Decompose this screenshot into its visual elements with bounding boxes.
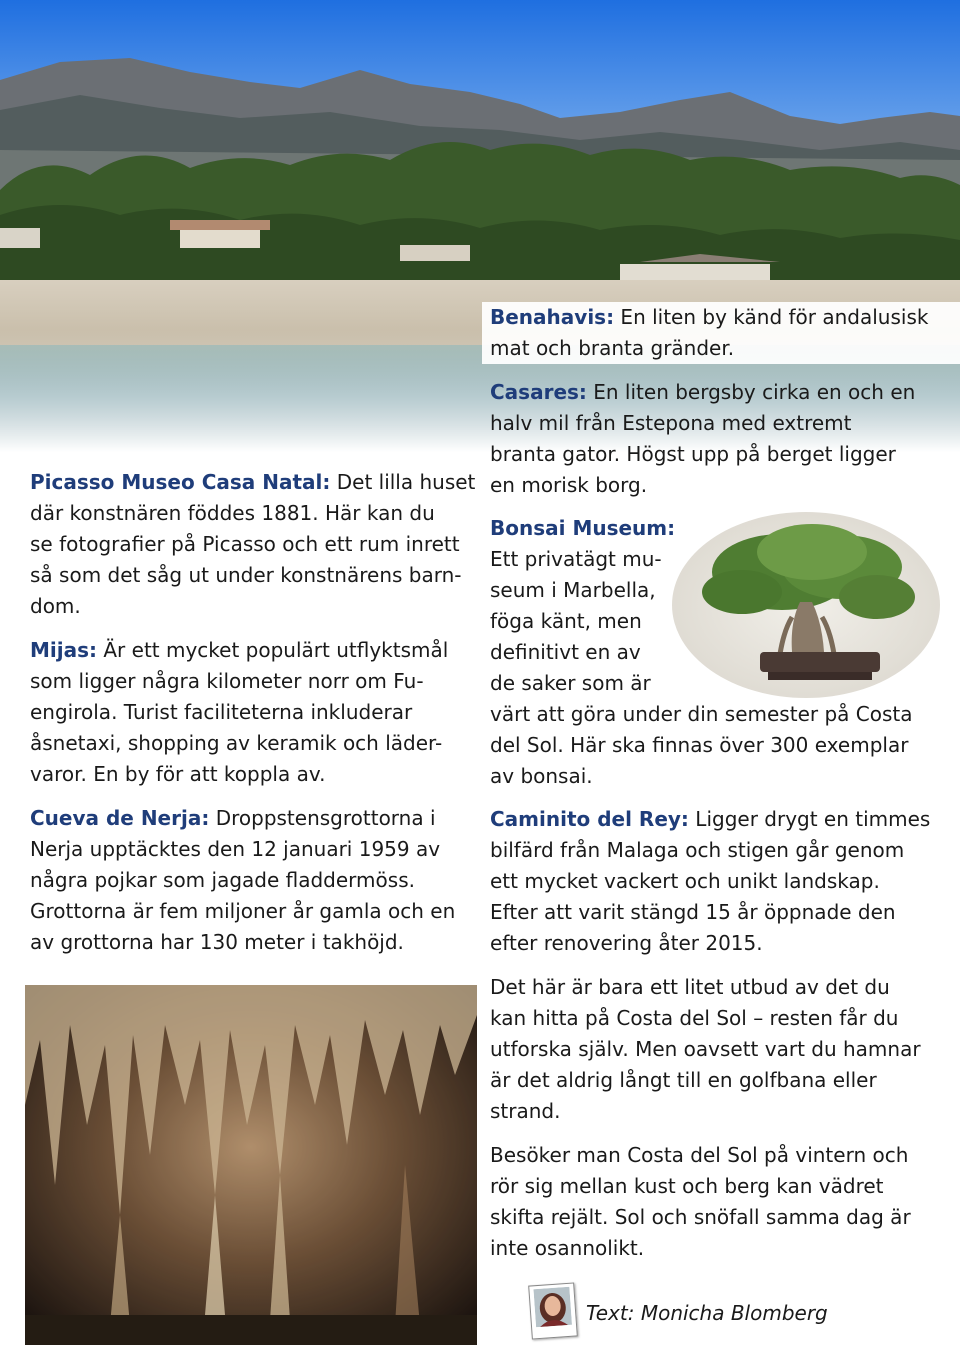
outro-paragraph-1 [490,972,935,1127]
text-line: Grottorna är fem miljoner år gamla och en [30,899,456,923]
text-line: av bonsai. [490,764,593,788]
caminito-heading: Caminito del Rey: [490,807,689,831]
author-credit: Text: Monicha Blomberg [586,1301,828,1325]
text-line: En liten bergsby cirka en och en [586,380,916,404]
mijas-paragraph [30,635,470,790]
text-line: de saker som är [490,671,651,695]
text-line: strand. [490,1099,561,1123]
text-line: varor. En by för att koppla av. [30,762,326,786]
outro-paragraph-2 [490,1140,935,1264]
text-line: del Sol. Här ska finnas över 300 exemplar [490,733,909,757]
text-line: så som det såg ut under konstnärens barn- [30,563,462,587]
text-line: seum i Marbella, [490,578,656,602]
text-line: föga känt, men [490,609,642,633]
text-line: Är ett mycket populärt utflyktsmål [97,638,449,662]
text-line: mat och branta gränder. [490,336,735,360]
text-line: Ett privatägt mu- [490,547,662,571]
text-line: några pojkar som jagade fladdermöss. [30,868,415,892]
text-line: av grottorna har 130 meter i takhöjd. [30,930,404,954]
text-line: kan hitta på Costa del Sol – resten får du [490,1006,899,1030]
text-line: branta gator. Högst upp på berget ligger [490,442,896,466]
benahavis-heading: Benahavis: [490,305,615,329]
picasso-heading: Picasso Museo Casa Natal: [30,470,331,494]
stalactite-cave-photo [25,985,477,1345]
nerja-heading: Cueva de Nerja: [30,806,210,830]
benahavis-paragraph [482,302,960,364]
bonsai-heading: Bonsai Museum: [490,516,676,540]
text-line: se fotografier på Picasso och ett rum inrett [30,532,460,556]
casares-heading: Casares: [490,380,587,404]
text-line: Ligger drygt en timmes [688,807,931,831]
text-line: Nerja upptäcktes den 12 januari 1959 av [30,837,441,861]
text-line: åsnetaxi, shopping av keramik och läder- [30,731,443,755]
author-portrait-photo [528,1282,578,1339]
text-line: inte osannolikt. [490,1236,645,1260]
text-line: Droppstensgrottorna i [209,806,436,830]
text-line: skifta rejält. Sol och snöfall samma dag är [490,1205,911,1229]
text-line: är det aldrig långt till en golfbana eller [490,1068,877,1092]
picasso-paragraph [30,467,476,622]
text-line: utforska själv. Men oavsett vart du hamnar [490,1037,921,1061]
text-line: där konstnären föddes 1881. Här kan du [30,501,435,525]
bonsai-paragraph [490,513,935,792]
text-line: Det lilla huset [330,470,476,494]
mijas-heading: Mijas: [30,638,98,662]
text-line: halv mil från Estepona med extremt [490,411,852,435]
caminito-paragraph [490,804,935,959]
text-line: Det här är bara ett litet utbud av det du [490,975,890,999]
text-line: definitivt en av [490,640,641,664]
text-line: bilfärd från Malaga och stigen går genom [490,838,905,862]
text-line: som ligger några kilometer norr om Fu- [30,669,424,693]
text-line: Efter att varit stängd 15 år öppnade den [490,900,896,924]
casares-paragraph [490,377,935,501]
text-line: ett mycket vackert och unikt landskap. [490,869,880,893]
text-line: rör sig mellan kust och berg kan vädret [490,1174,884,1198]
text-line: Besöker man Costa del Sol på vintern och [490,1143,909,1167]
text-line: En liten by känd för andalusisk [614,305,929,329]
nerja-paragraph [30,803,470,958]
text-line: engirola. Turist faciliteterna inkluderar [30,700,413,724]
text-line: dom. [30,594,81,618]
text-line: värt att göra under din semester på Costa [490,702,913,726]
text-line: efter renovering åter 2015. [490,931,763,955]
text-line: en morisk borg. [490,473,648,497]
